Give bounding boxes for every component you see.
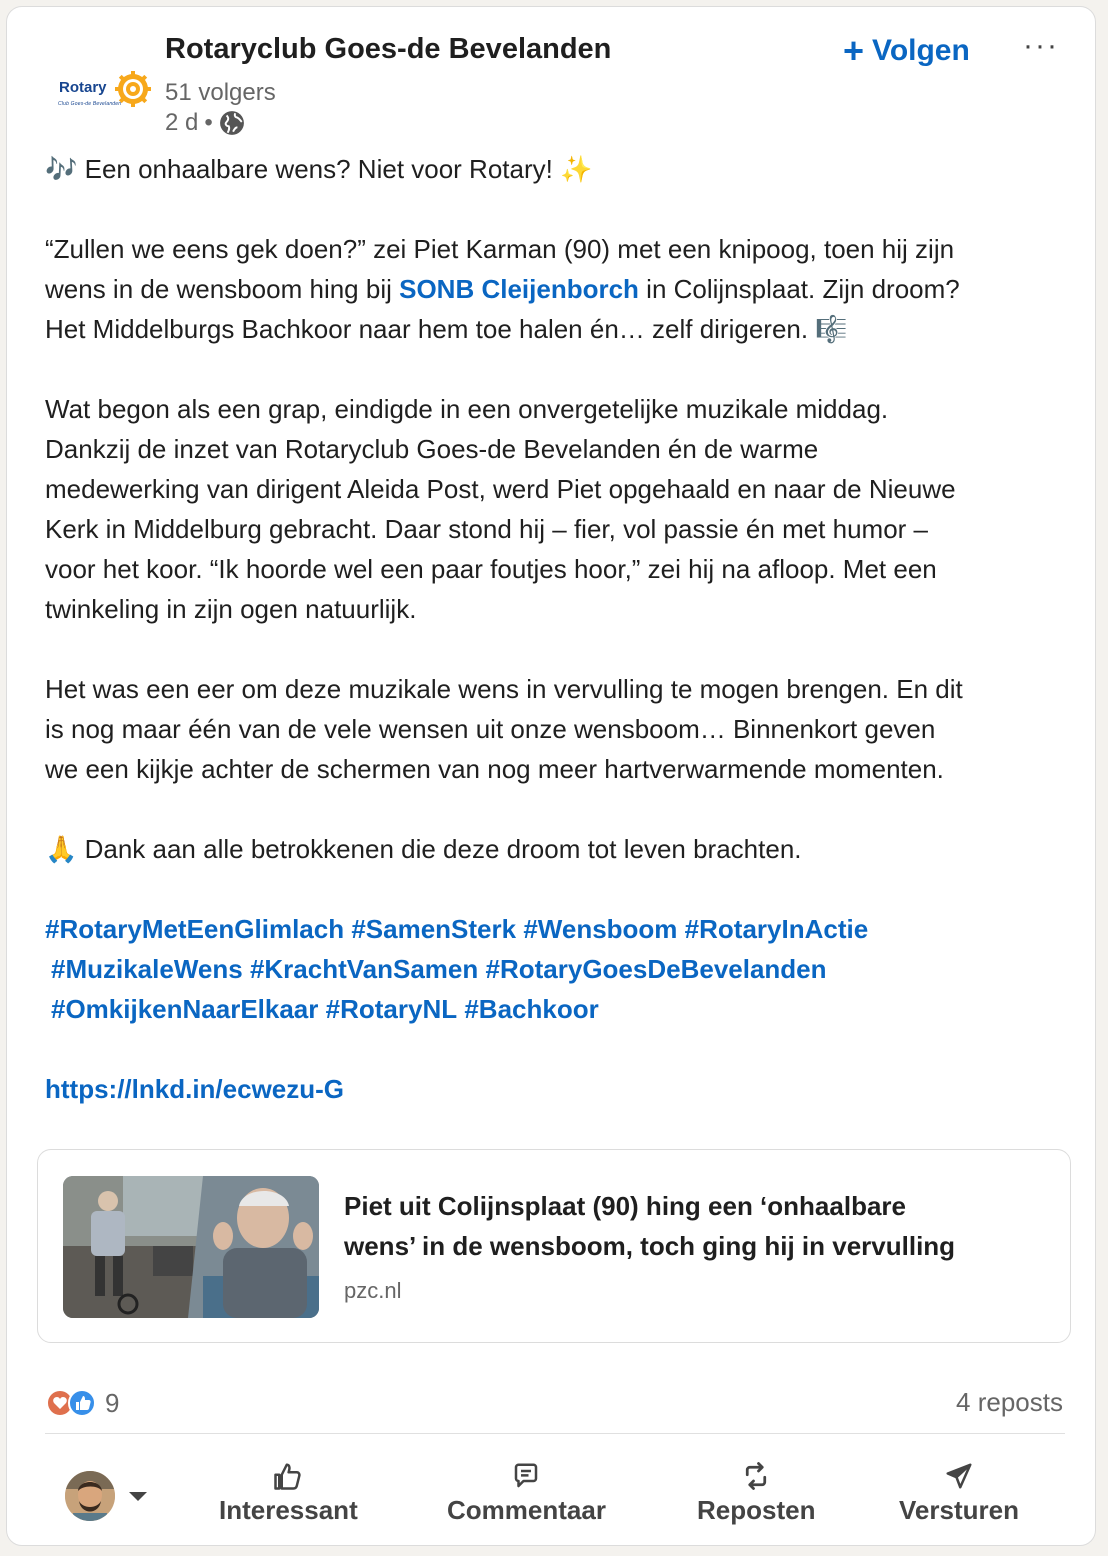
hashtag-link[interactable]: #RotaryGoesDeBevelanden [485,954,827,984]
send-icon [944,1461,974,1491]
preview-title [344,1186,1044,1266]
mention-link[interactable]: SONB Cleijenborch [399,274,639,304]
thumbs-up-icon [273,1461,303,1491]
send-label: Versturen [899,1495,1019,1525]
preview-title-line: Piet uit Colijnsplaat (90) hing een ‘onhaalbare [344,1191,906,1221]
comment-label: Commentaar [447,1495,606,1525]
post-card [6,6,1096,1546]
post-body [45,149,1075,1109]
post-line [45,269,1075,309]
avatar [65,1471,115,1521]
comment-button[interactable] [447,1461,606,1526]
hashtag-link[interactable]: #RotaryInActie [684,914,869,944]
send-button[interactable] [899,1461,1019,1526]
post-line: 🎶 Een onhaalbare wens? Niet voor Rotary! ✨ [45,154,593,184]
like-button[interactable] [219,1461,358,1526]
globe-icon [219,110,245,136]
company-logo[interactable] [51,45,155,137]
post-line: Het was een eer om deze muzikale wens in vervulling te mogen brengen. En dit [45,674,963,704]
hashtag-line [45,989,1075,1029]
hashtag-line [45,949,1075,989]
hashtag-link[interactable]: #SamenSterk [351,914,517,944]
post-time: 2 d [165,109,199,136]
plus-icon: + [843,30,865,71]
hashtag-link[interactable]: #RotaryMetEenGlimlach [45,914,345,944]
preview-title-line: wens’ in de wensboom, toch ging hij in vervulling [344,1231,956,1261]
hashtag-link[interactable]: #OmkijkenNaarElkaar [51,994,319,1024]
post-meta [165,109,245,137]
post-line: Dankzij de inzet van Rotaryclub Goes-de Bevelanden én de warme [45,434,819,464]
chevron-down-icon [129,1492,147,1501]
reactions-summary[interactable] [45,1387,119,1419]
follow-label: Volgen [872,34,970,67]
reaction-icons [45,1387,103,1419]
repost-label: Reposten [697,1495,816,1525]
more-options-button[interactable]: ··· [1023,29,1059,62]
post-line: Het Middelburgs Bachkoor naar hem toe halen én… zelf dirigeren. 🎼 [45,314,848,344]
post-line: 🙏 Dank aan alle betrokkenen die deze droom tot leven brachten. [45,834,802,864]
post-line: twinkeling in zijn ogen natuurlijk. [45,594,417,624]
follower-count: 51 volgers [165,79,276,106]
post-line: we een kijkje achter de schermen van nog meer hartverwarmende momenten. [45,754,944,784]
post-line: Wat begon als een grap, eindigde in een onvergetelijke muzikale middag. [45,394,889,424]
preview-thumbnail [63,1176,319,1318]
like-label: Interessant [219,1495,358,1525]
hashtag-line [45,909,1075,949]
post-line: Kerk in Middelburg gebracht. Daar stond hij – fier, vol passie én met humor – [45,514,929,544]
hashtag-link[interactable]: #RotaryNL [325,994,458,1024]
repost-icon [741,1461,771,1491]
hashtag-link[interactable]: #KrachtVanSamen [249,954,479,984]
post-line-part: wens in de wensboom hing bij [45,274,400,304]
preview-source: pzc.nl [344,1278,402,1303]
reaction-count: 9 [105,1387,120,1418]
reposts-count[interactable]: 4 reposts [956,1387,1063,1417]
external-url-link[interactable]: https://lnkd.in/ecwezu-G [45,1074,345,1104]
user-avatar-icon [65,1471,115,1521]
repost-button[interactable] [697,1461,815,1526]
post-line: medewerking van dirigent Aleida Post, werd Piet opgehaald en naar de Nieuwe [45,474,956,504]
logo-wordmark: Rotary [59,79,107,96]
reaction-identity-selector[interactable] [65,1471,147,1521]
post-line: is nog maar één van de vele wensen uit onze wensboom… Binnenkort geven [45,714,936,744]
logo-subtext: Club Goes-de Bevelanden [58,101,122,107]
hashtag-link[interactable]: #MuzikaleWens [51,954,243,984]
post-line: voor het koor. “Ik hoorde wel een paar foutjes hoor,” zei hij na afloop. Met een [45,554,937,584]
post-line: “Zullen we eens gek doen?” zei Piet Karman (90) met een knipoog, toen hij zijn [45,234,955,264]
comment-icon [511,1461,541,1491]
hashtag-link[interactable]: #Bachkoor [464,994,599,1024]
preview-photo-icon [63,1176,319,1318]
hashtag-link[interactable]: #Wensboom [523,914,678,944]
company-name[interactable]: Rotaryclub Goes-de Bevelanden [165,33,612,65]
post-line-part: in Colijnsplaat. Zijn droom? [638,274,960,304]
link-preview-card[interactable] [37,1149,1071,1343]
follow-button[interactable] [843,30,970,71]
divider [45,1433,1065,1434]
meta-separator: • [204,109,213,136]
